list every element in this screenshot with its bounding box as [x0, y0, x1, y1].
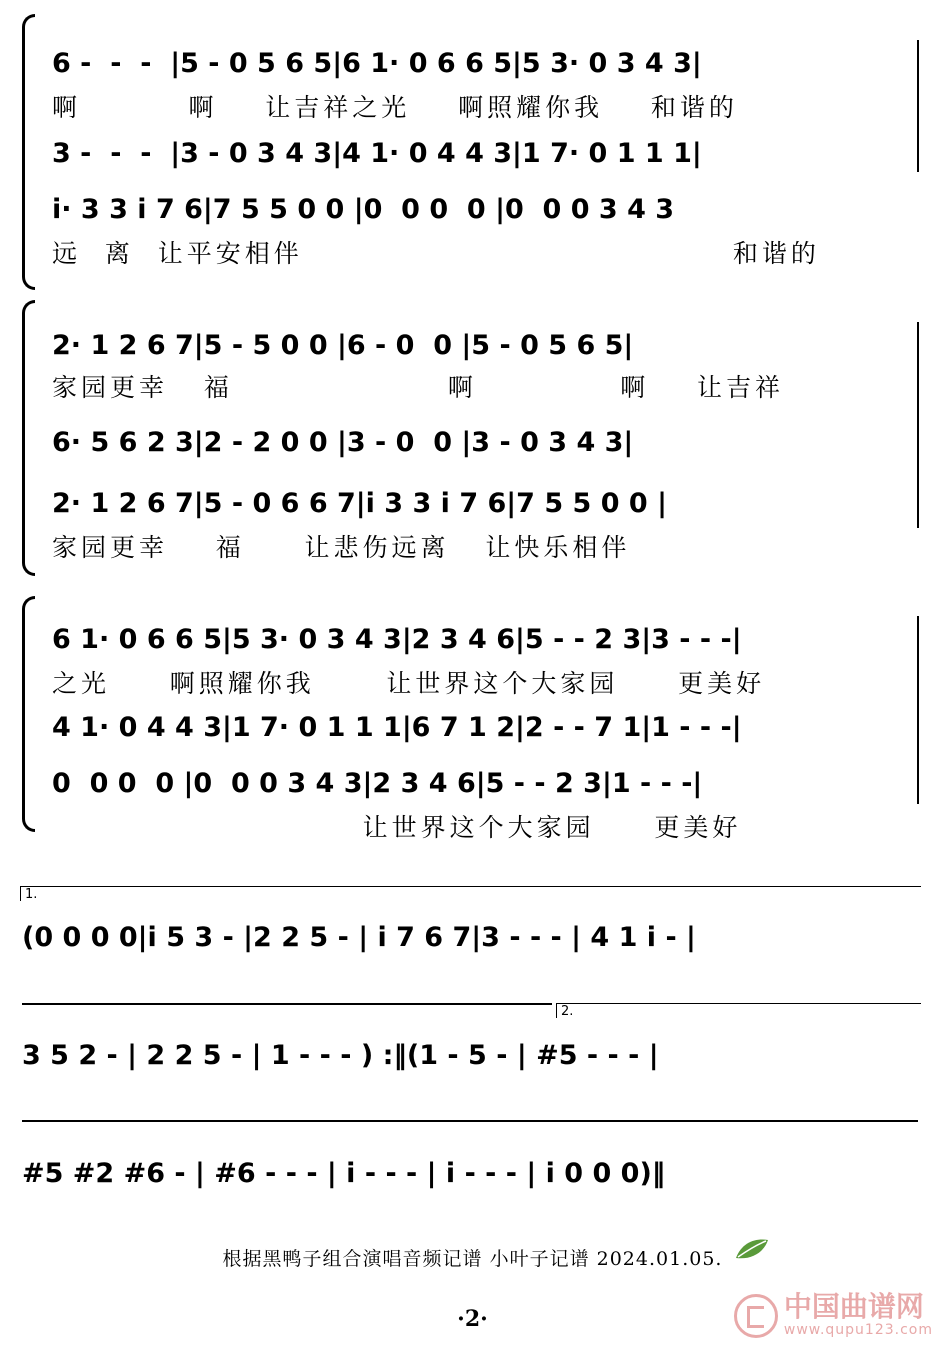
system-2-soprano: 2· 1 2 6 7|5 - 5 0 0 |6 - 0 0 |5 - 0 5 6 5|: [52, 330, 634, 361]
interlude-line-2-top-rule: [22, 1003, 552, 1005]
system-1-third-voice: i· 3 3 i 7 6|7 5 5 0 0 |0 0 0 0 |0 0 0 3 4 3: [52, 194, 675, 225]
system-2-alto: 6· 5 6 2 3|2 - 2 0 0 |3 - 0 0 |3 - 0 3 4 3|: [52, 427, 634, 458]
watermark-logo-icon: [734, 1294, 778, 1338]
system-1-brace: [22, 14, 35, 290]
system-3-alto: 4 1· 0 4 4 3|1 7· 0 1 1 1|6 7 1 2|2 - - 7 1|1 - - -|: [52, 712, 742, 743]
system-3-lyric-1: 之光 啊照耀你我 让世界这个大家园 更美好: [52, 669, 766, 698]
leaf-icon: [734, 1236, 770, 1262]
ending-1-bracket: [20, 886, 921, 901]
system-2-lyric-2: 家园更幸 福 让悲伤远离 让快乐相伴: [52, 533, 631, 562]
transcription-credit: [0, 1244, 945, 1271]
watermark-logo: [734, 1292, 933, 1338]
interlude-line-3: #5 #2 #6 - | #6 - - - | i - - - | i - - - | i 0 0 0)‖: [22, 1158, 666, 1189]
system-3-third-voice: 0 0 0 0 |0 0 0 3 4 3|2 3 4 6|5 - - 2 3|1 - - -|: [52, 768, 703, 799]
credit-text: 根据黑鸭子组合演唱音频记谱 小叶子记谱 2024.01.05.: [222, 1248, 723, 1270]
ending-2-label: 2.: [561, 1004, 574, 1019]
system-1-end-bar: [917, 40, 919, 172]
system-2-brace: [22, 300, 35, 576]
watermark-url: www.qupu123.com: [783, 1322, 933, 1338]
page-number: ·2·: [457, 1306, 488, 1332]
ending-1-label: 1.: [25, 887, 38, 902]
ending-2-bracket: [556, 1003, 921, 1018]
system-3-brace: [22, 596, 35, 832]
interlude-line-3-top-rule: [22, 1120, 918, 1122]
system-2-end-bar: [917, 322, 919, 528]
system-3-lyric-2: 让世界这个大家园 更美好: [52, 813, 742, 842]
system-2-lyric-1: 家园更幸 福 啊 啊 让吉祥: [52, 373, 785, 402]
system-1-soprano: 6 - - - |5 - 0 5 6 5|6 1· 0 6 6 5|5 3· 0 3 4 3|: [52, 48, 702, 79]
system-3-end-bar: [917, 616, 919, 804]
watermark-brand: 中国曲谱网: [783, 1290, 924, 1323]
interlude-line-1: (0 0 0 0|i 5 3 - |2 2 5 - | i 7 6 7|3 - - - | 4 1 i - |: [22, 922, 696, 953]
system-3-soprano: 6 1· 0 6 6 5|5 3· 0 3 4 3|2 3 4 6|5 - - 2 3|3 - - -|: [52, 624, 742, 655]
system-1-lyric-1: 啊 啊 让吉祥之光 啊照耀你我 和谐的: [52, 93, 738, 122]
system-1-alto: 3 - - - |3 - 0 3 4 3|4 1· 0 4 4 3|1 7· 0 1 1 1|: [52, 138, 702, 169]
system-1-lyric-2: 远 离 让平安相伴 和谐的: [52, 239, 820, 268]
interlude-line-2: 3 5 2 - | 2 2 5 - | 1 - - - ) :‖(1 - 5 - | #5 - - - |: [22, 1040, 659, 1071]
system-2-third-voice: 2· 1 2 6 7|5 - 0 6 6 7|i 3 3 i 7 6|7 5 5 0 0 |: [52, 488, 667, 519]
